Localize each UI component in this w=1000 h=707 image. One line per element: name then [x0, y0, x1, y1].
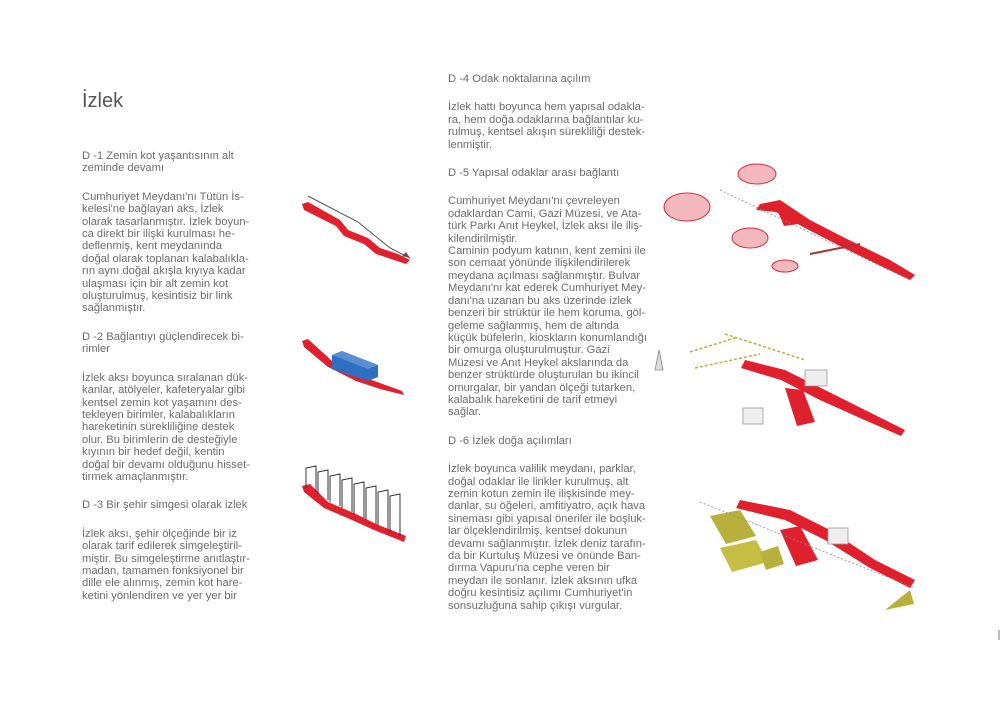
diagram-structure-plan	[655, 330, 915, 445]
structure-building	[805, 370, 827, 386]
diagram-units-section	[298, 335, 413, 410]
nature-green-field-1	[710, 510, 756, 544]
page-title: İzlek	[82, 90, 124, 112]
diagram-nature-plan	[660, 480, 920, 615]
section-heading-d2: D -2 Bağlantıyı güçlendirecek bi- rimler	[82, 330, 244, 356]
text-column-middle	[448, 73, 648, 628]
diagram-ramp-section	[298, 190, 413, 270]
diagram-symbol-section	[298, 462, 413, 550]
section-heading-d1: D -1 Zemin kot yaşantısının alt zeminde devamı	[82, 150, 234, 175]
nature-red-axis	[736, 500, 915, 588]
structure-monument	[655, 350, 663, 370]
section-body-d6: İzlek boyunca valilik meydanı, parklar, doğal odaklar ile linkler kurulmuş, alt zemin kotun zemin ile ilişkisinde mey- danlar, su öğeleri, amfitiyatro, açık hava sineması gibi yapısal öneriler ile boşluk- lar ölçeklendirilmiş, kentsel dokunun devamı sağlanmıştır. İzlek deniz tarafın- da bir Kurtuluş Müzesi ve önünde Ban- dırma Vapuru'na cephe veren bir meydan ile sonlanır. İzlek aksının ufka doğru kesintisiz açılımı Cumhuriyet'in sonsuzluğuna sahip çıkışı vurgular.	[448, 463, 646, 612]
focus-bubble-1	[738, 164, 776, 184]
section-heading-d6: D -6 İzlek doğa açılımları	[448, 434, 572, 447]
structure-block	[743, 408, 763, 424]
ramp-arrow-line	[308, 196, 410, 258]
text-column-left	[82, 150, 252, 618]
focus-bubble-3	[732, 228, 768, 248]
focus-bubble-4	[772, 260, 798, 272]
nature-green-field-2	[720, 540, 768, 572]
section-body-d4: İzlek hattı boyunca hem yapısal odakla- ra, hem doğa odaklarına bağlantılar ku- rulmuş, kentsel akışın sürekliliği destek- lenmiştir.	[448, 101, 646, 151]
section-body-d1: Cumhuriyet Meydanı'nı Tütün İs- kelesi'ne bağlayan aks, İzlek olarak tasarlanmıştır. İzlek boyun- ca direkt bir ilişki kurulması he- deflenmiş, kent meydanında doğal olarak toplanan kalabalıkla- rın aynı doğal akışla kıyıya kadar ulaşması için bir alt zemin kot oluşturulmuş, kesintisiz bir link sağlanmıştır.	[82, 190, 250, 315]
nature-green-field-3	[760, 546, 784, 570]
section-heading-d3: D -3 Bir şehir simgesi olarak izlek	[82, 499, 248, 512]
ramp-red-band	[302, 202, 410, 264]
section-body-d2: İzlek aksı boyunca sıralanan dük- kanlar, atölyeler, kafeteryalar gibi kentsel zemin kot yaşamını des- tekleyen birimler, kalabalıkların hareketinin sürekliliğine destek olur. Bu birimlerin de desteğiyle kıyının bir hedef değil, kentin doğal bir devamı olduğunu hisset- tirmek amaçlanmıştır.	[82, 371, 250, 483]
section-heading-d4: D -4 Odak noktalarına açılım	[448, 73, 591, 85]
section-body-d5: Cumhuriyet Meydanı'nı çevreleyen odaklardan Cami, Gazi Müzesi, ve Ata- türk Parkı Anıt Heykel, İzlek aksı ile iliş- kilendirilmiştir. Caminin podyum katının, kent zemini ile son cemaat yönünde ilişkilendirilerek meydana açılması sağlanmıştır. Bulvar Meydanı'nı kat ederek Cumhuriyet Mey- danı'na uzanan bu aks üzerinde izlek benzeri bir strüktür ile hem koruma, göl- geleme sağlanmış, hem de altında küçük büfelerin, kioskların konumlandığı bir omurga oluşturulmuştur. Gazi Müzesi ve Anıt Heykel akslarında da benzer strüktürde oluşturulan bu ikincil omurgalar, bir yandan ölçeği tutarken, kalabalık hareketini de tarif etmeyi sağlar.	[448, 195, 647, 419]
diagram-focus-plan	[660, 160, 920, 290]
focus-bubble-2	[664, 193, 710, 221]
section-body-d3: İzlek aksı, şehir ölçeğinde bir iz olarak tarif edilerek simgeleştiril- miştir. Bu simgeleştirme anıtlaştır- madan, tamamen fonksiyonel bir dille ele alınmış, zemin kot hare- ketini yönlendiren ve yer yer bir	[82, 527, 250, 602]
nature-olive-triangle	[885, 590, 914, 610]
section-heading-d5: D -5 Yapısal odaklar arası bağlantı	[448, 167, 620, 180]
nature-building	[828, 528, 848, 544]
